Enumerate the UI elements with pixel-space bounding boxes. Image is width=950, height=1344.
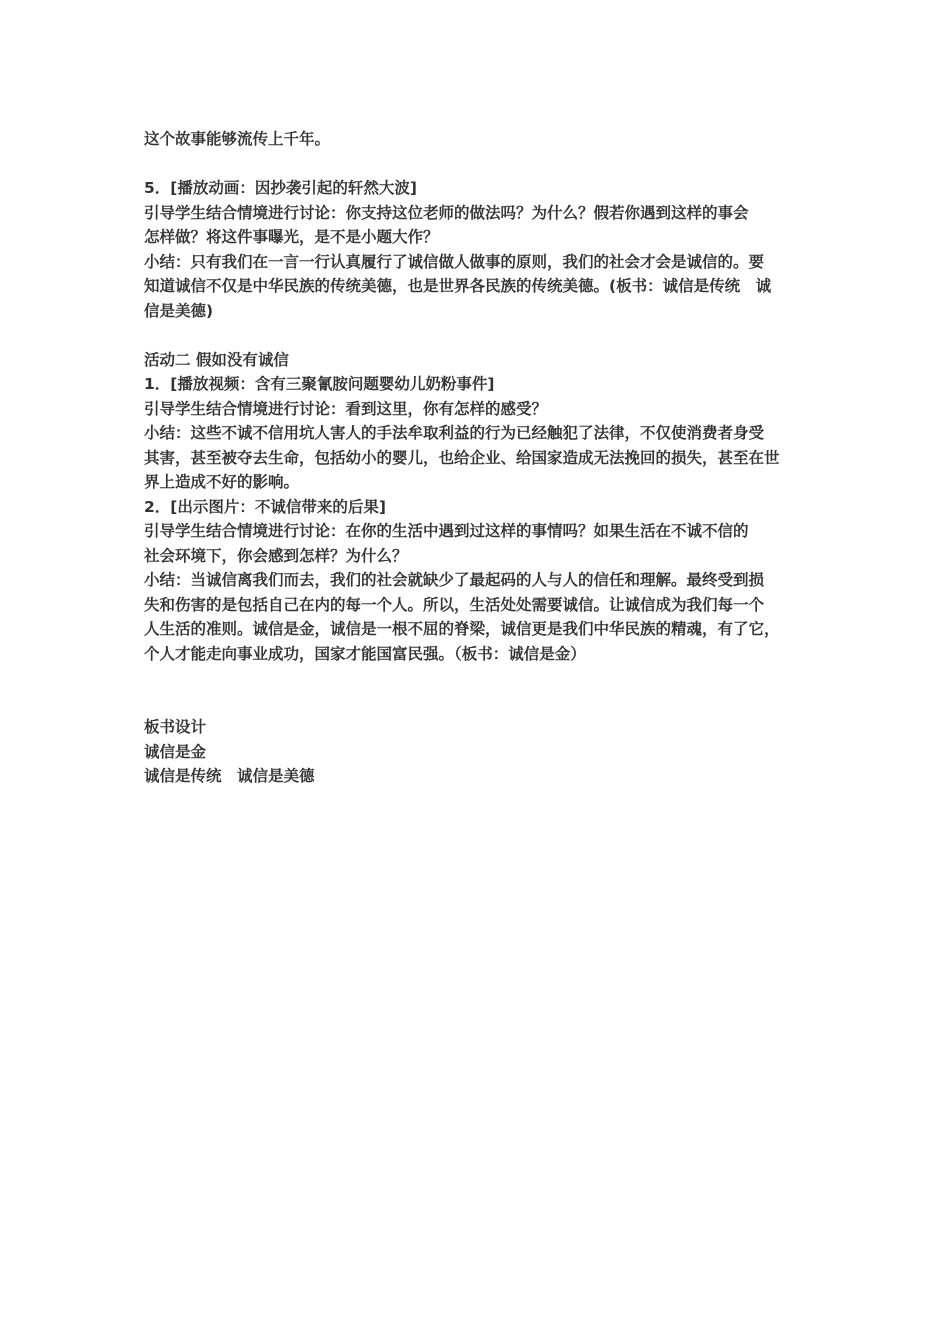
board-design-line: 诚信是传统 诚信是美德 xyxy=(144,767,315,785)
section-gap xyxy=(144,666,810,715)
item5-discussion-line: 怎样做？将这件事曝光，是不是小题大作？ xyxy=(144,228,439,246)
intro-line: 这个故事能够流传上千年。 xyxy=(144,130,331,148)
activity2-item2-summary-line: 小结：当诚信离我们而去，我们的社会就缺少了最起码的人与人的信任和理解。最终受到损 xyxy=(144,571,765,589)
activity2-item1-summary-line: 其害，甚至被夺去生命，包括幼小的婴儿，也给企业、给国家造成无法挽回的损失，甚至在世 xyxy=(144,448,780,467)
activity2-item1-heading: 1．[播放视频：含有三聚氰胺问题婴幼儿奶粉事件] xyxy=(144,375,495,393)
activity2-item2-summary-line: 个人才能走向事业成功，国家才能国富民强。（板书：诚信是金） xyxy=(144,644,586,663)
activity2-item2-heading: 2．[出示图片：不诚信带来的后果] xyxy=(144,497,386,516)
item5-summary-line: 小结：只有我们在一言一行认真履行了诚信做人做事的原则，我们的社会才会是诚信的。要 xyxy=(144,252,765,271)
activity2-item2-discussion-line: 社会环境下，你会感到怎样？为什么？ xyxy=(144,546,408,565)
item5-summary-line: 信是美德) xyxy=(144,301,214,320)
item5-discussion-line: 引导学生结合情境进行讨论：你支持这位老师的做法吗？为什么？假若你遇到这样的事会 xyxy=(144,203,749,222)
activity2-title: 活动二 假如没有诚信 xyxy=(144,350,289,369)
paragraph-gap xyxy=(144,323,810,348)
activity2-item1-summary-line: 界上造成不好的影响。 xyxy=(144,473,300,491)
board-design-title: 板书设计 xyxy=(144,718,207,736)
document-page xyxy=(144,127,810,789)
item5-heading: 5．[播放动画：因抄袭引起的轩然大波] xyxy=(144,179,417,197)
paragraph-gap xyxy=(144,152,810,177)
item5-summary-line: 知道诚信不仅是中华民族的传统美德，也是世界各民族的传统美德。(板书：诚信是传统 诚 xyxy=(144,277,772,295)
board-design-line: 诚信是金 xyxy=(144,742,207,761)
activity2-item1-summary-line: 小结：这些不诚不信用坑人害人的手法牟取利益的行为已经触犯了法律，不仅使消费者身受 xyxy=(144,424,765,442)
activity2-item1-discussion-line: 引导学生结合情境进行讨论：看到这里，你有怎样的感受？ xyxy=(144,399,548,418)
activity2-item2-summary-line: 人生活的准则。诚信是金，诚信是一根不屈的脊梁，诚信更是我们中华民族的精魂，有了它， xyxy=(144,620,780,638)
activity2-item2-summary-line: 失和伤害的是包括自己在内的每一个人。所以，生活处处需要诚信。让诚信成为我们每一个 xyxy=(144,595,765,614)
activity2-item2-discussion-line: 引导学生结合情境进行讨论：在你的生活中遇到过这样的事情吗？如果生活在不诚不信的 xyxy=(144,522,749,540)
